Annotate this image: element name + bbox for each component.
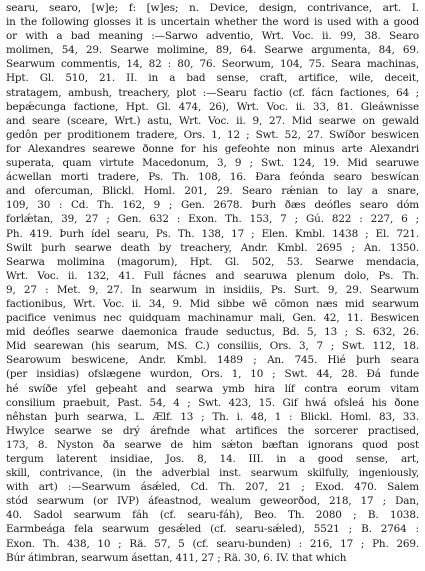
dictionary-entry-searu [6,1,419,565]
entry-line: searu, searo, [w]e; f: [w]es; n. Device, design, contrivance, art. I. [6,2,419,14]
entry-line: 109, 30 : Cd. Th. 162, 9 ; Gen. 2678. Þurh ðæs deófles searo dóm [6,199,419,212]
entry-line: hé swíðe yfel geþeaht and searwa ymb hira líf contra eorum vitam [6,382,419,395]
entry-line: Swilt þurh searwe death by treachery, Andr. Kmbl. 2695 ; An. 1350. [6,241,419,254]
entry-line: pacifice venimus nec quidquam machinamur mali, Gen. 42, 11. Beswicen [6,312,419,325]
entry-line: mid deófles searwe daemonica fraude seductus, Bd. 5, 13 ; S. 632, 26. [6,326,419,339]
entry-line: Searowum beswicene, Andr. Kmbl. 1489 ; An. 745. Hié þurh seara [6,354,419,367]
entry-line: consilium praebuit, Past. 54, 4 ; Swt. 423, 15. Gif hwá ofsleá his ðone [6,396,419,409]
entry-line: nêhstan þurh searwa, L. Ælf. 13 ; Th. i. 48, 1 : Blickl. Homl. 83, 33. [6,410,419,423]
entry-line: and seare (sceare, Wrt.) astu, Wrt. Voc. ii. 9, 27. Mid searwe on gewald [6,114,419,127]
entry-line: 40. Sadol searwum fáh (cf. searu-fáh), Beo. Th. 2080 ; B. 1038. [6,509,419,522]
entry-line: gedôn per proditionem tradere, Ors. 1, 12 ; Swt. 52, 27. Swíðor beswicen [6,128,419,141]
entry-line: Ph. 419. Þurh ídel searu, Ps. Th. 138, 17 ; Elen. Kmbl. 1438 ; El. 721. [6,227,419,240]
entry-line: 173, 8. Nyston ða searwe de him sǽton bæftan ignorans quod post [6,438,419,451]
entry-line: Searwum commentis, 14, 82 : 80, 76. Seorwum, 104, 75. Seara machinas, [6,58,419,71]
entry-line: Hwylce searwe se drý árefnde what artifices the sorcerer practised, [6,424,419,437]
entry-line: or with a bad meaning :—Sarwo adventio, Wrt. Voc. ii. 99, 38. Searo [6,30,419,43]
entry-line: Mid searewan (his searum, MS. C.) consiliis, Ors. 3, 7 ; Swt. 112, 18. [6,340,419,353]
entry-line: tergum laterent insidiae, Jos. 8, 14. III. in a good sense, art, [6,453,419,465]
entry-line: superata, quam virtute Macedonum, 3, 9 ; Swt. 124, 19. Mid searuwe [6,157,419,170]
entry-line: (per insidias) ofslægene wurdon, Ors. 1, 10 ; Swt. 44, 28. Ðá funde [6,368,419,381]
entry-line: forlǽtan, 39, 27 ; Gen. 632 : Exon. Th. 153, 7 ; Gú. 822 : 227, 6 ; [6,213,419,226]
entry-line: bepǽcunga factione, Hpt. Gl. 474, 26), Wrt. Voc. ii. 33, 81. Gleáwnisse [6,100,419,113]
entry-line: in the following glosses it is uncertain whether the word is used with a good [6,16,419,29]
entry-line: with art) :—Searwum ásǽled, Cd. Th. 207, 21 ; Exod. 470. Salem [6,481,419,494]
entry-line: Wrt. Voc. ii. 132, 41. Full fácnes and searuwa plenum dolo, Ps. Th. [6,269,419,282]
entry-line: Earmbeága fela searwum gesǽled (cf. searu-sǽled), 5521 ; B. 2764 : [6,523,419,536]
entry-line: Searwa molimina (magorum), Hpt. Gl. 502, 53. Searwe mendacia, [6,255,419,268]
entry-line: 9, 27 : Met. 9, 27. In searwum in insidiis, Ps. Surt. 9, 29. Searwum [6,283,419,296]
entry-line: stód searwum (or IVP) áfeastnod, wealum geweorðod, 218, 17 ; Dan, [6,495,419,508]
entry-line: Búr átimbran, searwum ásettan, 411, 27 ; Rä. 30, 6. IV. that which [6,551,347,564]
entry-line: molimen, 54, 29. Searwe molimine, 89, 64. Searwe argumenta, 84, 69. [6,44,419,57]
entry-line: ácwellan morti tradere, Ps. Th. 108, 16. Ðara feónda searo beswícan [6,171,419,184]
entry-line: Exon. Th. 438, 10 ; Rä. 57, 5 (cf. searu-bunden) : 216, 17 ; Ph. 269. [6,537,419,550]
entry-line: factionibus, Wrt. Voc. ii. 34, 9. Mid sibbe wē cōmon næs mid searwum [6,297,419,310]
entry-line: skill, contrivance, (in the adverbial inst. searwum skilfully, ingeniously, [6,467,419,480]
entry-line: Hpt. Gl. 510, 21. II. in a bad sense, craft, artifice, wile, deceit, [6,72,419,85]
entry-line: for Alexandres searewe ðonne for his gefeohte non minus arte Alexandri [6,142,419,155]
entry-line: stratagem, ambush, treachery, plot :—Searu factio (cf. fácn factiones, 64 ; [6,86,419,99]
entry-line: and ofercuman, Blickl. Homl. 201, 29. Searo rǽnian to lay a snare, [6,185,419,198]
